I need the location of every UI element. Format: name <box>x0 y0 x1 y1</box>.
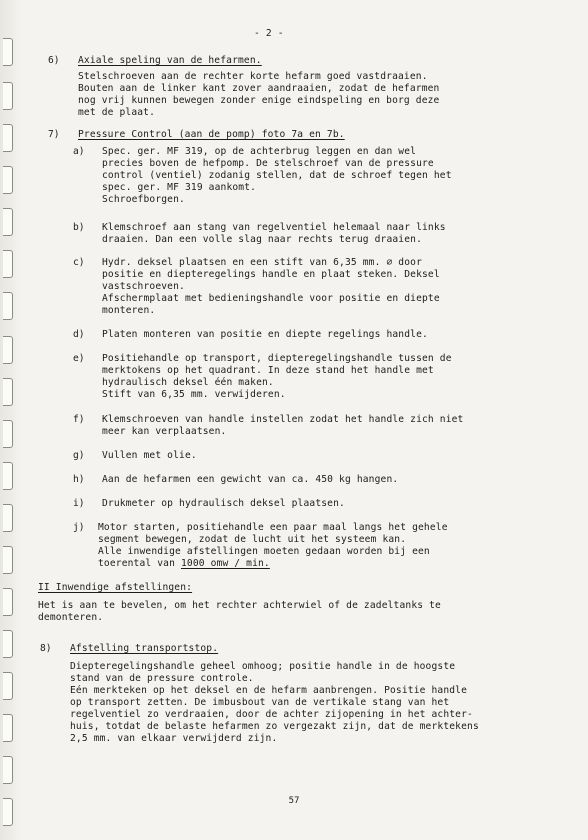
item-line: positie en diepteregelings handle en plaat steken. Deksel <box>102 269 440 280</box>
item-label: i) <box>73 498 85 509</box>
section-number: 8) <box>40 643 52 654</box>
binder-hole <box>3 630 13 658</box>
section-title: Afstelling transportstop. <box>70 643 219 654</box>
paragraph-line: huis, totdat de belaste hefarmen zo vergezakt zijn, dat de merktekens <box>70 721 479 732</box>
item-line: spec. ger. MF 319 aankomt. <box>102 182 257 193</box>
binder-hole <box>3 462 13 490</box>
item-line: Motor starten, positiehandle een paar maal langs het gehele <box>98 522 448 533</box>
binder-hole <box>3 82 13 110</box>
binder-hole <box>3 250 13 278</box>
item-label: f) <box>73 414 85 425</box>
paragraph-line: met de plaat. <box>78 107 156 118</box>
binder-hole <box>3 208 13 236</box>
item-line: Stift van 6,35 mm. verwijderen. <box>102 389 286 400</box>
binder-hole <box>3 588 13 616</box>
binder-hole <box>3 756 13 784</box>
binder-hole <box>3 546 13 574</box>
binder-hole <box>3 292 13 320</box>
item-label: a) <box>73 146 85 157</box>
section-title: Pressure Control (aan de pomp) foto 7a en 7b. <box>78 129 345 140</box>
item-line: control (ventiel) zodanig stellen, dat de schroef tegen het <box>102 170 452 181</box>
item-label: j) <box>73 522 85 533</box>
paragraph-line: 2,5 mm. van elkaar verwijderd zijn. <box>70 733 278 744</box>
item-line: Vullen met olie. <box>102 450 197 461</box>
paragraph-line: Het is aan te bevelen, om het rechter achterwiel of de zadeltanks te <box>38 600 441 611</box>
item-line <box>98 558 270 570</box>
item-label: e) <box>73 353 85 364</box>
item-line: precies boven de hefpomp. De stelschroef van de pressure <box>102 158 434 169</box>
paragraph-line: Eén merkteken op het deksel en de hefarm aanbrengen. Positie handle <box>70 685 468 696</box>
paragraph-line: regelventiel zo verdraaien, door de achter zijopening in het achter- <box>70 709 473 720</box>
paragraph-line: op transport zetten. De imbusbout van de vertikale stang van het <box>70 697 450 708</box>
paragraph-line: Stelschroeven aan de rechter korte hefarm goed vastdraaien. <box>78 71 428 82</box>
paragraph-line: Bouten aan de linker kant zover aandraaien, zodat de hefarmen <box>78 83 440 94</box>
item-label: d) <box>73 329 85 340</box>
binder-hole <box>3 504 13 532</box>
part-title: II Inwendige afstellingen: <box>38 582 193 593</box>
section-title: Axiale speling van de hefarmen. <box>78 55 262 66</box>
binder-hole <box>3 672 13 700</box>
binder-hole <box>3 336 13 364</box>
engine-speed-value: 1000 omw / min. <box>180 558 270 569</box>
item-line: Spec. ger. MF 319, op de achterbrug leggen en dan wel <box>102 146 417 157</box>
item-label: g) <box>73 450 85 461</box>
section-number: 7) <box>48 129 60 140</box>
item-line: Afschermplaat met bedieningshandle voor positie en diepte <box>102 293 440 304</box>
page-number: 57 <box>288 796 300 806</box>
item-line-prefix: toerental van <box>98 558 181 569</box>
item-line: merktokens op het quadrant. In deze stand het handle met <box>102 365 434 376</box>
paragraph-line: stand van de pressure controle. <box>70 673 254 684</box>
item-line: Platen monteren van positie en diepte regelings handle. <box>102 329 428 340</box>
item-label: h) <box>73 474 85 485</box>
item-line: hydraulisch deksel één maken. <box>102 377 274 388</box>
item-line: Schroefborgen. <box>102 194 185 205</box>
item-line: vastschroeven. <box>102 281 185 292</box>
item-line: segment bewegen, zodat de lucht uit het systeem kan. <box>98 534 407 545</box>
item-line: Drukmeter op hydraulisch deksel plaatsen. <box>102 498 345 509</box>
item-line: monteren. <box>102 305 156 316</box>
item-line: Klemschroeven van handle instellen zodat het handle zich niet <box>102 414 464 425</box>
binder-hole <box>3 378 13 406</box>
section-number: 6) <box>48 55 60 66</box>
paragraph-line: nog vrij kunnen bewegen zonder enige eindspeling en borg deze <box>78 95 440 106</box>
item-line: Hydr. deksel plaatsen en een stift van 6,35 mm. ∅ door <box>102 257 422 268</box>
binder-hole <box>3 714 13 742</box>
item-label: b) <box>73 222 85 233</box>
binder-margin <box>0 0 22 840</box>
paragraph-line: demonteren. <box>38 612 104 623</box>
binder-hole <box>3 124 13 152</box>
item-line: Alle inwendige afstellingen moeten gedaan worden bij een <box>98 546 430 557</box>
item-line: draaien. Dan een volle slag naar rechts terug draaien. <box>102 234 422 245</box>
item-label: c) <box>73 257 85 268</box>
paragraph-line: Diepteregelingshandle geheel omhoog; positie handle in de hoogste <box>70 661 456 672</box>
item-line: Klemschroef aan stang van regelventiel helemaal naar links <box>102 222 446 233</box>
binder-hole <box>3 38 13 66</box>
item-line: meer kan verplaatsen. <box>102 426 227 437</box>
item-line: Aan de hefarmen een gewicht van ca. 450 kg hangen. <box>102 474 399 485</box>
item-line: Positiehandle op transport, diepteregelingshandle tussen de <box>102 353 452 364</box>
binder-hole <box>3 420 13 448</box>
binder-hole <box>3 166 13 194</box>
page-header: - 2 - <box>254 28 284 39</box>
